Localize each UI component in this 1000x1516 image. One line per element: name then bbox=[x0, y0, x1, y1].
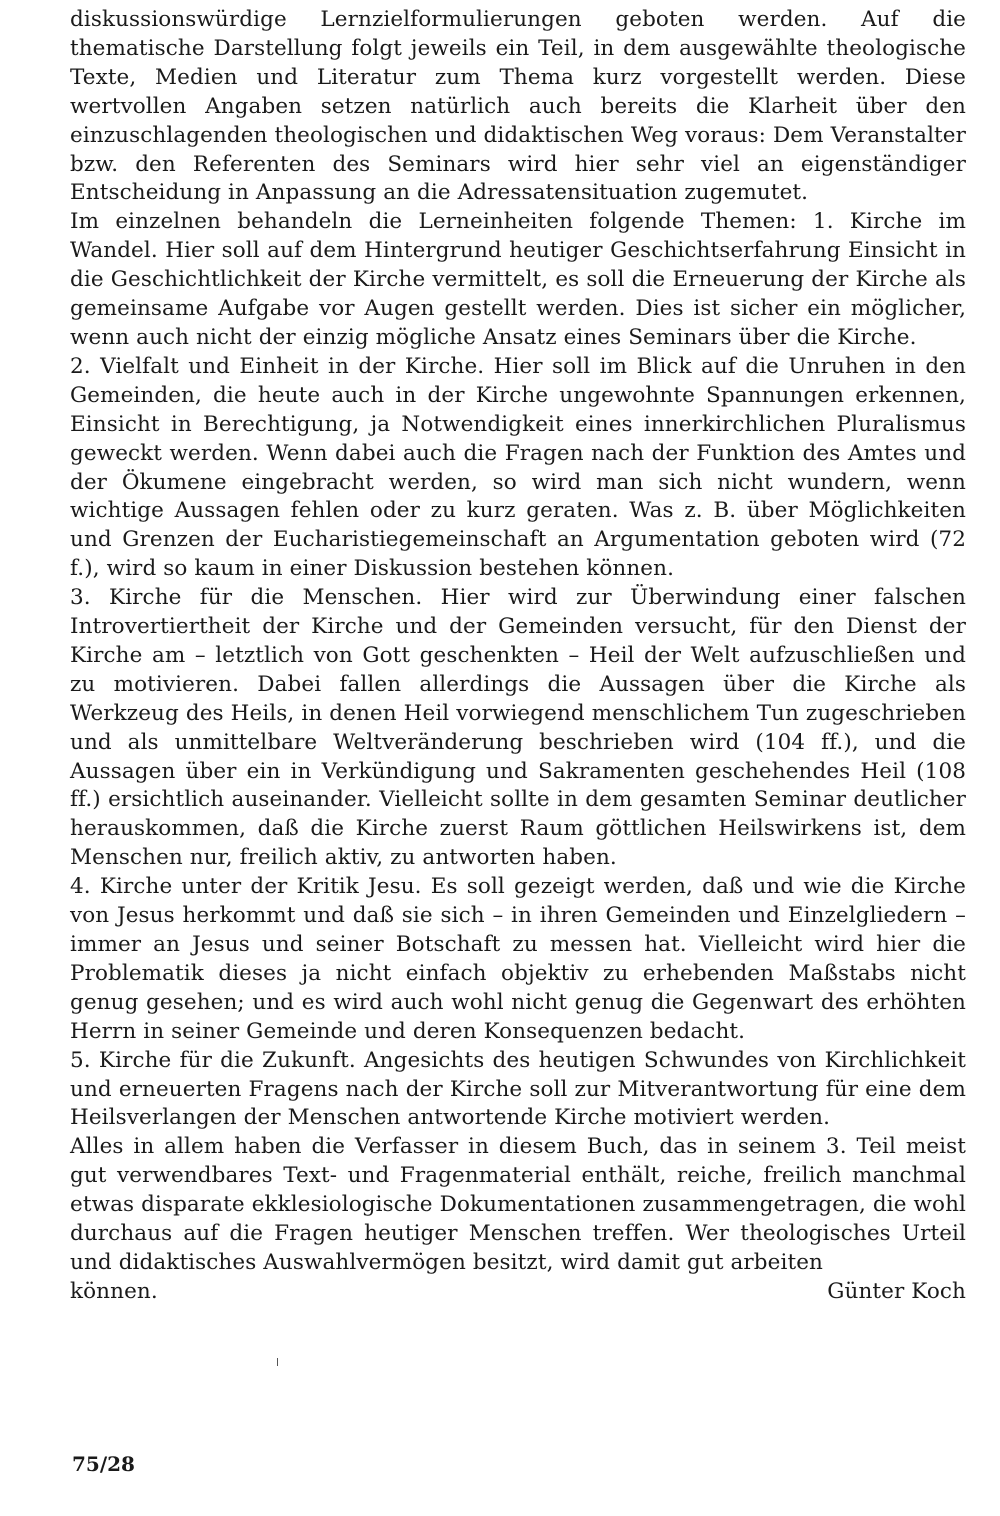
author-signature: Günter Koch bbox=[827, 1278, 966, 1304]
closing-line bbox=[70, 1278, 966, 1307]
closing-word: können. bbox=[70, 1278, 158, 1304]
paragraph-theme-3: 3. Kirche für die Menschen. Hier wird zur Überwindung einer falschen Introvertiertheit der Kirche und der Gemeinden versucht, für den Dienst der Kirche am – letztlich von Gott geschenkten – Heil der Welt aufzuschließen und zu motivieren. Dabei fallen allerdings die Aussagen über die Kirche als Werkzeug des Heils, in denen Heil vorwiegend menschlichem Tun zugeschrieben und als unmittelbare Weltveränderung beschrieben wird (104 ff.), und die Aussagen über ein in Verkündigung und Sakramenten geschehendes Heil (108 ff.) ersichtlich auseinander. Vielleicht sollte in dem gesamten Seminar deutlicher herauskommen, daß die Kirche zuerst Raum göttlichen Heilswirkens ist, dem Menschen nur, freilich aktiv, zu antworten haben. bbox=[70, 585, 966, 871]
paragraph-theme-2: 2. Vielfalt und Einheit in der Kirche. Hier soll im Blick auf die Unruhen in den Gemeinden, die heute auch in der Kirche ungewohnte Spannungen erkennen, Einsicht in Berechtigung, ja Notwendigkeit eines innerkirchlichen Pluralismus geweckt werden. Wenn dabei auch die Fragen nach der Funktion des Amtes und der Ökumene eingebracht werden, so wird man sich nicht wundern, wenn wichtige Aussagen fehlen oder zu kurz geraten. Was z. B. über Möglichkeiten und Grenzen der Eucharistiegemeinschaft an Argumentation geboten wird (72 f.), wird so kaum in einer Diskussion bestehen können. bbox=[70, 353, 966, 582]
paragraph-overview-theme-1: Im einzelnen behandeln die Lerneinheiten folgende Themen: 1. Kirche im Wandel. Hier soll auf dem Hintergrund heutiger Geschichtserfahrung Einsicht in die Geschichtlichkeit der Kirche vermittelt, es soll die Erneuerung der Kirche als gemeinsame Aufgabe vor Augen gestellt werden. Dies ist sicher ein möglicher, wenn auch nicht der einzig mögliche Ansatz eines Seminars über die Kirche. bbox=[70, 209, 966, 350]
stray-mark bbox=[277, 1358, 278, 1366]
paragraph-theme-5: 5. Kirche für die Zukunft. Angesichts des heutigen Schwundes von Kirchlichkeit und erneuerten Fragens nach der Kirche soll zur Mitverantwortung für eine dem Heilsverlangen der Menschen antwortende Kirche motiviert werden. bbox=[70, 1047, 966, 1131]
paragraph-intro: diskussionswürdige Lernzielformulierungen geboten werden. Auf die thematische Darstellung folgt jeweils ein Teil, in dem ausgewählte theologische Texte, Medien und Literatur zum Thema kurz vorgestellt werden. Diese wertvollen Angaben setzen natürlich auch bereits die Klarheit über den einzuschlagenden theologischen und didaktischen Weg voraus: Dem Veranstalter bzw. den Referenten des Seminars wird hier sehr viel an eigenständiger Entscheidung in Anpassung an die Adressatensituation zugemutet. bbox=[70, 7, 966, 206]
page-number: 75/28 bbox=[72, 1452, 135, 1476]
document-body bbox=[70, 6, 966, 1307]
paragraph-theme-4: 4. Kirche unter der Kritik Jesu. Es soll gezeigt werden, daß und wie die Kirche von Jesus herkommt und daß sie sich – in ihren Gemeinden und Einzelgliedern – immer an Jesus und seiner Botschaft zu messen hat. Vielleicht wird hier die Problematik dieses ja nicht einfach objektiv zu erhebenden Maßstabs nicht genug gesehen; und es wird auch wohl nicht genug die Gegenwart des erhöhten Herrn in seiner Gemeinde und deren Konsequenzen bedacht. bbox=[70, 874, 966, 1044]
paragraph-conclusion: Alles in allem haben die Verfasser in diesem Buch, das in seinem 3. Teil meist gut verwendbares Text- und Fragenmaterial enthält, reiche, freilich manchmal etwas disparate ekklesiologische Dokumentationen zusammengetragen, die wohl durchaus auf die Fragen heutiger Menschen treffen. Wer theologisches Urteil und didaktisches Auswahlvermögen besitzt, wird damit gut arbeiten bbox=[70, 1134, 966, 1275]
